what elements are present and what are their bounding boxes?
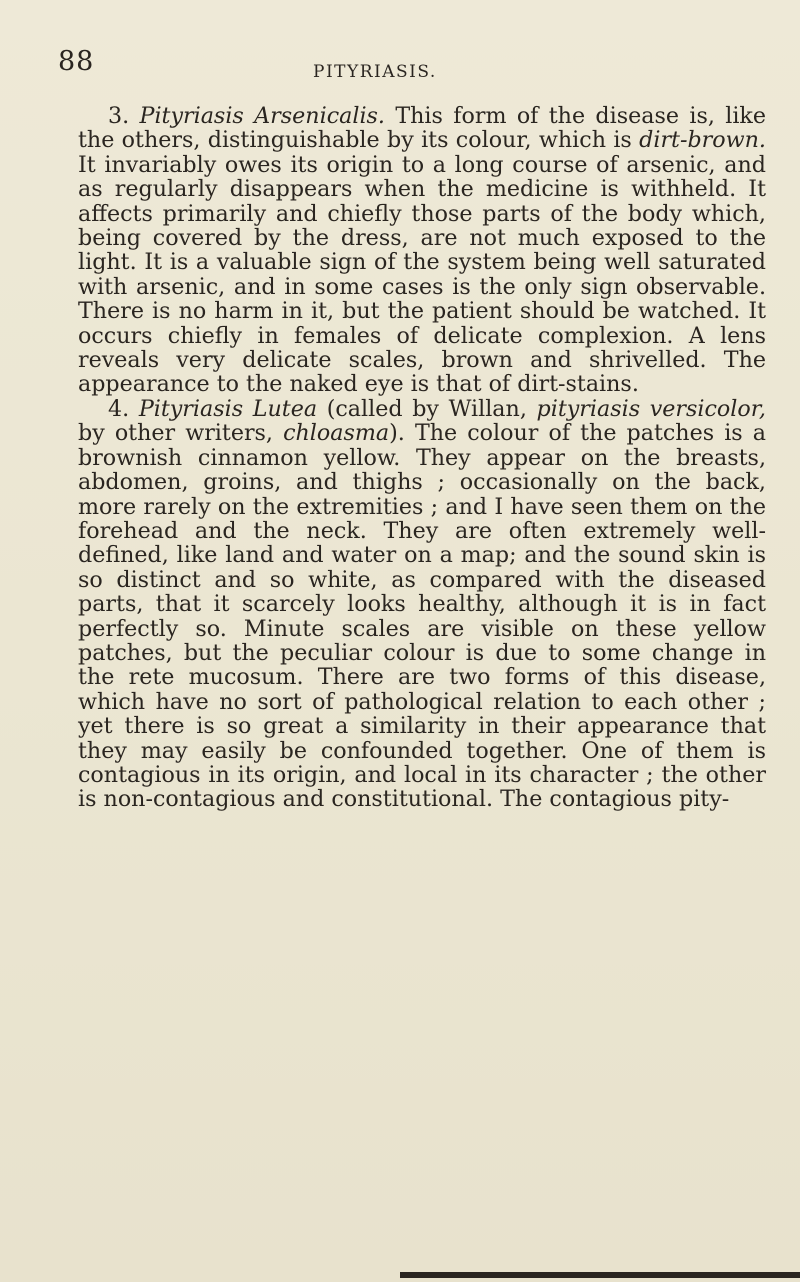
- paragraph-text: This form of the disease is, like the others, distinguishable by its colour, which is: [78, 103, 766, 154]
- section-number: 4.: [108, 395, 130, 422]
- page-header: [0, 42, 800, 82]
- section-title: Pityriasis Arsenicalis.: [139, 103, 385, 129]
- paragraph-text: by other writers,: [78, 420, 273, 447]
- emphasis-text: dirt-brown.: [639, 127, 766, 154]
- paragraph-text: It invariably owes its origin to a long course of arsenic, and as regularly disappears when the medicine is withheld. It affects primarily and chiefly those parts of the body which, being covered by the dress, are not much exposed to the light. It is a valuable sign of the system being well saturated with arsenic, and in some cases is the only sign observable. There is no harm in it, but the patient should be watched. It occurs chiefly in females of delicate complexion. A lens reveals very delicate scales, brown and shrivelled. The appearance to the naked eye is that of dirt-stains.: [78, 151, 766, 398]
- section-number: 3.: [108, 103, 130, 129]
- paragraph-pityriasis-arsenicalis: [78, 104, 766, 397]
- emphasis-text: pityriasis versicolor,: [536, 395, 766, 422]
- bottom-edge-rule: [400, 1272, 800, 1278]
- emphasis-text: chloasma: [283, 420, 390, 447]
- body-text: [78, 104, 766, 812]
- section-title: Pityriasis Lutea: [138, 395, 318, 422]
- running-head: PITYRIASIS.: [313, 62, 437, 82]
- paragraph-pityriasis-lutea: [78, 397, 766, 812]
- paragraph-text: (called by Willan,: [326, 395, 527, 422]
- page-number: 88: [58, 46, 95, 77]
- paragraph-text: ). The colour of the patches is a brownish cinnamon yellow. They appear on the breasts, abdomen, groins, and thighs ; occasionally on the back, more rarely on the extremities ; and I have seen them on the forehead and the neck. They are often extremely well-defined, like land and water on a map; and the sound skin is so distinct and so white, as compared with the diseased parts, that it scarcely looks healthy, although it is in fact perfectly so. Minute scales are visible on these yellow patches, but the peculiar colour is due to some change in the rete mucosum. There are two forms of this disease, which have no sort of pathological relation to each other ; yet there is so great a similarity in their appearance that they may easily be confounded together. One of them is contagious in its origin, and local in its character ; the other is non-contagious and constitutional. The contagious pity-: [78, 420, 766, 813]
